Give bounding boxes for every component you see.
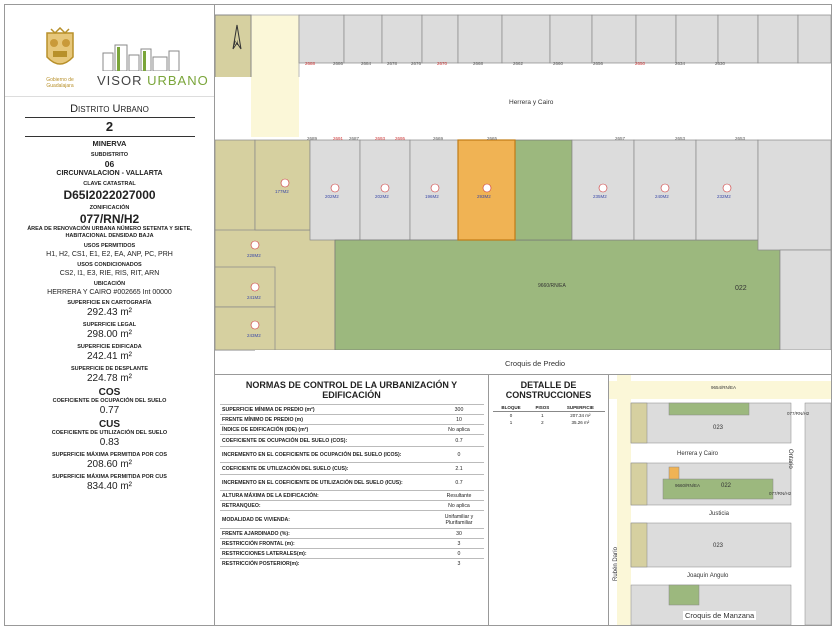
cell: 1 [509,420,513,425]
lot-number: 2650 [635,61,646,66]
sup-edificada-value: 242.41 m² [86,351,133,362]
city-seal-icon [43,27,77,73]
seal-caption: Gobierno de Guadalajara [46,77,74,89]
normas-key: INCREMENTO EN EL COEFICIENTE DE UTILIZACIÓN DEL SUELO (ICUS): [220,475,434,491]
detalle-title: DETALLE DE CONSTRUCCIONES [505,380,592,400]
croquis-manzana-map[interactable] [609,375,831,625]
sup-max-cos-value: 208.60 m² [86,459,133,470]
info-panel [5,5,215,625]
lot-number: 2665 [487,136,498,141]
lot-number: 2670 [437,61,448,66]
street-label: Herrera y Cairo [509,99,554,106]
sup-cartografia-value: 292.43 m² [86,307,133,318]
sup-legal-value: 298.00 m² [86,329,133,340]
zone-label: 9660/RN/EA [538,283,566,289]
cell: 35.26 m² [571,420,590,425]
visor-urbano-logo: VISOR URBANO [97,73,209,88]
normas-value: Resultante [434,491,484,501]
normas-key: FRENTE AJARDINADO (%): [220,529,434,539]
subdistrito-name: CIRCUNVALACION - VALLARTA [56,170,163,177]
lot-number: 2668 [473,61,484,66]
normas-row [220,529,484,539]
cos-desc: COEFICIENTE DE OCUPACIÓN DEL SUELO [52,398,167,404]
normas-value: 0 [434,447,484,463]
normas-key: RETRANQUEO: [220,501,434,511]
lot-area: 228M2 [247,253,261,258]
cus-desc: COEFICIENTE DE UTILIZACIÓN DEL SUELO [51,430,168,436]
normas-value: No aplica [434,425,484,435]
sup-max-cus-label: SUPERFICIE MÁXIMA PERMITIDA POR CUS [52,474,167,480]
block-label: 022 [735,285,747,292]
cell: 2 [541,420,544,425]
manz-zone-3: 9660/RN/EA [675,483,701,488]
lot-area: 202M2 [375,194,389,199]
distrito-number: 2 [105,119,114,134]
lot-number: 2695 [395,136,406,141]
manz-block-1: 023 [713,425,724,431]
manz-block-2: 022 [721,483,732,489]
lot-number: 2678 [387,61,398,66]
sup-desplante-label: SUPERFICIE DE DESPLANTE [70,366,148,372]
page-frame [4,4,832,626]
usos-permitidos-value: H1, H2, CS1, E1, E2, EA, ANP, PC, PRH [46,251,173,258]
normas-key: RESTRICCIÓN POSTERIOR(m): [220,559,434,569]
subdistrito-number: 06 [104,159,115,169]
normas-row [220,491,484,501]
manz-street-4: Rubén Darío [613,546,619,581]
manz-street-5: Ontario [787,449,793,469]
col-bloque: BLOQUE [493,404,529,412]
cell: 207.34 m² [570,413,591,418]
north-label: N [234,41,239,47]
normas-value: 0.7 [434,435,484,447]
zonificacion-label: ZONIFICACIÓN [89,205,130,211]
col-superficie: SUPERFICIE [556,404,605,412]
normas-key: RESTRICCIONES LATERALES(m): [220,549,434,559]
cos-value: 0.77 [99,405,120,416]
distrito-label: Distrito Urbano [70,103,149,115]
distrito-name: MINERVA [92,139,127,148]
sup-legal-label: SUPERFICIE LEGAL [82,322,137,328]
normas-value: 10 [434,415,484,425]
normas-row [220,435,484,447]
normas-row [220,559,484,569]
lot-area: 235M2 [593,194,607,199]
predio-caption: Croquis de Predio [505,359,566,368]
lot-number: 2689 [307,136,318,141]
lot-number: 2686 [333,61,344,66]
detalle-panel [489,375,609,625]
normas-key: INCREMENTO EN EL COEFICIENTE DE OCUPACIÓN DEL SUELO (ICOS): [220,447,434,463]
manz-street-2: Justicia [709,511,730,517]
normas-value: Unifamiliar y Plurifamiliar [434,511,484,529]
lot-area: 240M2 [655,194,669,199]
normas-row [220,425,484,435]
normas-value: No aplica [434,501,484,511]
skyline-icon [95,41,195,71]
normas-value: 3 [434,559,484,569]
normas-key: ALTURA MÁXIMA DE LA EDIFICACIÓN: [220,491,434,501]
logo-area [5,5,214,97]
table-row [493,419,605,426]
lot-number: 2656 [593,61,604,66]
normas-title: NORMAS DE CONTROL DE LA URBANIZACIÓN Y EDIFICACIÓN [245,380,458,400]
clave-label: CLAVE CATASTRAL [83,181,136,187]
zonificacion-desc: ÁREA DE RENOVACIÓN URBANA NÚMERO SETENTA Y SIETE, HABITACIONAL DENSIDAD BAJA [27,226,192,239]
usos-condicionados-value: CS2, I1, E3, RIE, RIS, RIT, ARN [59,270,160,277]
normas-value: 3 [434,539,484,549]
sup-max-cos-label: SUPERFICIE MÁXIMA PERMITIDA POR COS [51,452,168,458]
manz-street-3: Joaquín Angulo [687,573,729,579]
normas-key: ÍNDICE DE EDIFICACIÓN (IDE) (m²) [220,425,434,435]
lot-number: 2676 [411,61,422,66]
lot-area: 243M2 [247,333,261,338]
lot-number: 2691 [333,136,344,141]
manz-zone-1: 9654/RN/EA [711,385,737,390]
ubicacion-value: HERRERA Y CAIRO #002665 Int 00000 [47,289,172,296]
ubicacion-label: UBICACIÓN [93,281,126,287]
sup-max-cus-value: 834.40 m² [86,481,133,492]
lot-area: 196M2 [425,194,439,199]
usos-condicionados-label: USOS CONDICIONADOS [77,262,142,268]
lot-number: 2630 [715,61,726,66]
normas-key: FRENTE MÍNIMO DE PREDIO (m) [220,415,434,425]
lot-number: 2662 [513,61,524,66]
manz-zone-2: 077/RN/H2 [787,411,810,416]
normas-row [220,415,484,425]
normas-row [220,549,484,559]
clave-value: D65I2022027000 [63,188,156,202]
detalle-table [493,404,605,426]
normas-row [220,501,484,511]
normas-key: RESTRICCIÓN FRONTAL (m): [220,539,434,549]
normas-value: 30 [434,529,484,539]
sup-cartografia-label: SUPERFICIE EN CARTOGRAFÍA [67,300,152,306]
normas-key: SUPERFICIE MÍNIMA DE PREDIO (m²) [220,405,434,415]
col-pisos: PISOS [529,404,556,412]
sup-desplante-value: 224.78 m² [86,373,133,384]
lot-number: 2693 [375,136,386,141]
lot-number: 2653 [675,136,686,141]
lot-area: 202M2 [325,194,339,199]
divider [25,136,195,137]
lot-area: 232M2 [717,194,731,199]
cos-label: COS [98,387,121,398]
manzana-caption: Croquis de Manzana [685,611,755,620]
lot-number: 2653 [735,136,746,141]
sup-edificada-label: SUPERFICIE EDIFICADA [77,344,142,350]
lot-area: 241M2 [247,295,261,300]
subdistrito-label: SUBDISTRITO [90,152,129,158]
usos-permitidos-label: USOS PERMITIDOS [83,243,136,249]
cus-label: CUS [98,419,121,430]
manz-zone-4: 077/RN/H2 [769,491,792,496]
lot-number: 2684 [361,61,372,66]
cell: 0 [509,413,513,418]
normas-row [220,405,484,415]
zonificacion-value: 077/RN/H2 [79,212,140,226]
normas-key: COEFICIENTE DE OCUPACIÓN DEL SUELO (COS): [220,435,434,447]
normas-row [220,511,484,529]
manz-block-3: 023 [713,543,724,549]
lot-area: 293M2 [477,194,491,199]
normas-row [220,475,484,491]
normas-row [220,447,484,463]
lot-number: 2669 [433,136,444,141]
normas-value: 0.7 [434,475,484,491]
normas-row [220,463,484,475]
normas-panel [215,375,489,625]
lot-number: 2688 [305,61,316,66]
lot-number: 2687 [349,136,360,141]
lot-number: 2660 [553,61,564,66]
cus-value: 0.83 [99,437,120,448]
normas-value: 300 [434,405,484,415]
cell: 1 [541,413,544,418]
manz-street-1: Herrera y Cairo [677,451,719,457]
normas-table [220,404,484,569]
normas-key: COEFICIENTE DE UTILIZACIÓN DEL SUELO (CUS): [220,463,434,475]
table-row [493,412,605,420]
lot-number: 2657 [615,136,626,141]
normas-value: 0 [434,549,484,559]
normas-row [220,539,484,549]
normas-key: MODALIDAD DE VIVIENDA: [220,511,434,529]
divider [25,117,195,118]
lot-area: 177M2 [275,189,289,194]
lot-number: 2634 [675,61,686,66]
normas-value: 2.1 [434,463,484,475]
croquis-predio-map[interactable] [215,5,831,375]
